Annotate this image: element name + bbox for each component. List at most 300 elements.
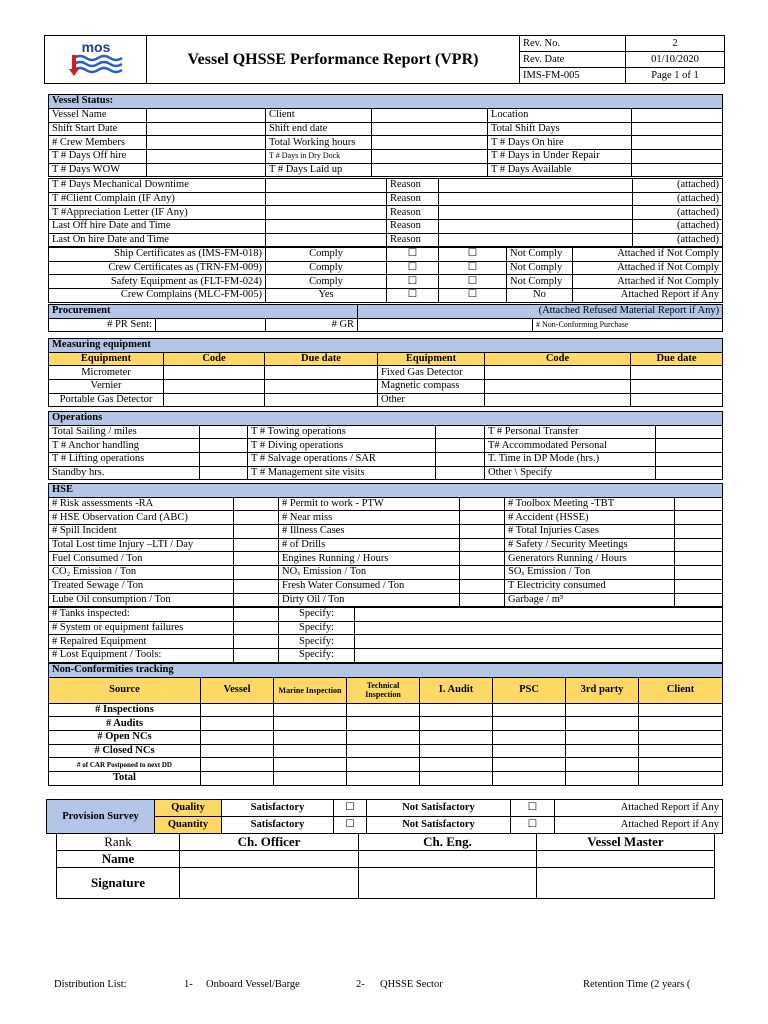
vessel-name-value[interactable] [147,109,266,123]
hse-label: Fresh Water Consumed / Ton [279,579,460,593]
cert-note: Attached Report if Any [573,289,723,303]
chief-engineer-name[interactable] [359,851,537,868]
ncr-cell[interactable] [274,758,347,772]
chief-officer-name[interactable] [180,851,359,868]
ncr-cell[interactable] [493,717,566,731]
value-cell[interactable] [656,466,723,480]
value-cell[interactable] [632,150,723,164]
attached-note: (attached) [633,206,723,220]
distribution-1: Onboard Vessel/Barge [206,979,300,990]
field-label: T # Days in Dry Dock [266,150,372,164]
no-checkbox[interactable]: ☐ [439,289,507,303]
code-cell[interactable] [164,393,265,407]
code-cell[interactable] [485,366,631,380]
ncr-cell[interactable] [201,717,274,731]
chief-engineer-label: Ch. Eng. [359,834,537,851]
reason-label: Last Off hire Date and Time [49,220,266,234]
value-cell[interactable] [147,136,266,150]
ncr-row-label: # Inspections [49,703,201,717]
value-cell[interactable] [436,453,485,467]
hse-label: Engines Running / Hours [279,552,460,566]
cert-label: Safety Equipment as (FLT-FM-024) [49,275,266,289]
value-cell[interactable] [200,453,248,467]
quantity-label: Quantity [155,817,222,834]
ncr-cell[interactable] [493,744,566,758]
measuring-table [48,338,723,407]
cert-note: Attached if Not Comply [573,275,723,289]
field-label: Shift end date [266,122,372,136]
ncr-row-label: # Closed NCs [49,744,201,758]
col-internal-audit: I. Audit [420,677,493,703]
ncr-cell[interactable] [639,744,723,758]
value-cell[interactable] [372,150,488,164]
attached-note: (attached) [633,192,723,206]
chief-officer-label: Ch. Officer [180,834,359,851]
ncr-table [48,663,723,786]
field-label: Vessel Name [49,109,147,123]
op-label: T # Management site visits [248,466,436,480]
hse-specify-grid [48,607,723,663]
reason-value[interactable] [439,206,633,220]
retention-time: Retention Time (2 years ( [583,979,691,990]
gr-label: # GR [266,318,358,332]
ncr-cell[interactable] [347,744,420,758]
ncr-row-label: # Audits [49,717,201,731]
value-cell[interactable] [675,538,723,552]
ncr-cell[interactable] [420,772,493,786]
value-cell[interactable] [234,566,279,580]
comply-label: Comply [266,261,387,275]
ncr-cell[interactable] [274,703,347,717]
ncr-cell[interactable] [420,758,493,772]
hse-label: # Toolbox Meeting -TBT [505,497,675,511]
satisfactory-checkbox[interactable]: ☐ [334,817,367,834]
value-cell[interactable] [266,233,387,247]
col-vessel: Vessel [201,677,274,703]
ncr-cell[interactable] [274,731,347,745]
reason-text: Reason [387,233,439,247]
value-cell[interactable] [234,525,279,539]
col-technical-inspection: Technical Inspection [347,677,420,703]
col-code: Code [485,352,631,366]
ncr-cell[interactable] [566,758,639,772]
ncr-cell[interactable] [420,731,493,745]
value-cell[interactable] [147,122,266,136]
value-cell[interactable] [234,649,279,663]
op-label: T. Time in DP Mode (hrs.) [485,453,656,467]
reason-value[interactable] [439,233,633,247]
logo-text: mos [81,38,110,55]
value-cell[interactable] [200,425,248,439]
field-label: Total Shift Days [488,122,632,136]
operations-table [48,411,723,480]
hse-label: # Tanks inspected: [49,608,234,622]
no-label: No [507,289,573,303]
gr-value[interactable] [358,318,533,332]
value-cell[interactable] [460,593,505,607]
cert-note: Attached if Not Comply [573,248,723,262]
attached-note: (attached) [633,220,723,234]
footer [0,979,768,993]
hse-label: # Repaired Equipment [49,635,234,649]
field-label: T # Days On hire [488,136,632,150]
satisfactory-checkbox[interactable]: ☐ [334,800,367,817]
reason-label: T #Client Complain (IF Any) [49,192,266,206]
due-date-cell[interactable] [265,380,378,394]
specify-value[interactable] [355,608,723,622]
reason-value[interactable] [439,179,633,193]
value-cell[interactable] [632,136,723,150]
measuring-title: Measuring equipment [49,339,723,353]
comply-checkbox[interactable]: ☐ [387,275,439,289]
reason-grid [48,178,723,247]
hse-label: T Electricity consumed [505,579,675,593]
not-satisfactory-label: Not Satisfactory [367,800,511,817]
value-cell[interactable] [460,552,505,566]
value-cell[interactable] [656,453,723,467]
hse-label: CO₂ Emission / Ton [49,566,234,580]
value-cell[interactable] [675,566,723,580]
hse-label: # Near miss [279,511,460,525]
vessel-status-table [48,94,723,109]
value-cell[interactable] [675,511,723,525]
rev-date: 01/10/2020 [626,52,725,68]
specify-value[interactable] [355,649,723,663]
ncr-cell[interactable] [347,703,420,717]
pr-sent-value[interactable] [156,318,266,332]
value-cell[interactable] [266,220,387,234]
page-number: Page 1 of 1 [626,68,725,84]
hse-label: Dirty Oil / Ton [279,593,460,607]
col-equipment: Equipment [378,352,485,366]
hse-label: # Safety / Security Meetings [505,538,675,552]
reason-text: Reason [387,220,439,234]
hse-label: Treated Sewage / Ton [49,579,234,593]
value-cell[interactable] [147,150,266,164]
ncr-cell[interactable] [347,758,420,772]
ncr-cell[interactable] [274,772,347,786]
ncr-cell[interactable] [201,703,274,717]
ncr-cell[interactable] [201,744,274,758]
signature-label: Signature [57,868,180,899]
value-cell[interactable] [460,497,505,511]
ncr-cell[interactable] [274,744,347,758]
header-table [44,35,725,84]
field-label: # Crew Members [49,136,147,150]
hse-label: # of Drills [279,538,460,552]
chief-officer-signature[interactable] [180,868,359,899]
ncr-cell[interactable] [347,772,420,786]
quality-label: Quality [155,800,222,817]
vessel-master-label: Vessel Master [537,834,715,851]
vessel-status-title: Vessel Status: [49,95,723,109]
attached-note: (attached) [633,179,723,193]
rank-label: Rank [57,834,180,851]
not-comply-checkbox[interactable]: ☐ [439,261,507,275]
op-label: T # Towing operations [248,425,436,439]
value-cell[interactable] [632,163,723,177]
specify-label: Specify: [279,621,355,635]
yes-label: Yes [266,289,387,303]
vessel-master-signature[interactable] [537,868,715,899]
hse-label: # Accident (HSSE) [505,511,675,525]
hse-label: # Permit to work - PTW [279,497,460,511]
value-cell[interactable] [234,552,279,566]
cert-label: Crew Complains (MLC-FM-005) [49,289,266,303]
due-date-cell[interactable] [265,366,378,380]
provision-table [46,799,723,834]
not-comply-checkbox[interactable]: ☐ [439,248,507,262]
value-cell[interactable] [234,511,279,525]
reason-label: T #Appreciation Letter (IF Any) [49,206,266,220]
equipment-name: Micrometer [49,366,164,380]
value-cell[interactable] [200,466,248,480]
reason-text: Reason [387,179,439,193]
hse-title: HSE [49,484,723,498]
col-source: Source [49,677,201,703]
vessel-status-grid [48,108,723,177]
value-cell[interactable] [234,497,279,511]
due-date-cell[interactable] [631,393,723,407]
ncr-cell[interactable] [274,717,347,731]
value-cell[interactable] [234,635,279,649]
hse-label: # Risk assessments -RA [49,497,234,511]
field-label: Location [488,109,632,123]
value-cell[interactable] [675,552,723,566]
distribution-label: Distribution List: [54,979,127,990]
specify-value[interactable] [355,635,723,649]
comply-label: Comply [266,275,387,289]
hse-label: # HSE Observation Card (ABC) [49,511,234,525]
value-cell[interactable] [372,163,488,177]
op-label: Total Sailing / miles [49,425,200,439]
op-label: T# Accommodated Personal [485,439,656,453]
reason-text: Reason [387,192,439,206]
col-equipment: Equipment [49,352,164,366]
ncr-cell[interactable] [201,731,274,745]
not-satisfactory-label: Not Satisfactory [367,817,511,834]
ncr-cell[interactable] [566,703,639,717]
field-label: T # Days Laid up [266,163,372,177]
distribution-2: QHSSE Sector [380,979,443,990]
value-cell[interactable] [200,439,248,453]
name-label: Name [57,851,180,868]
ncr-cell[interactable] [639,772,723,786]
value-cell[interactable] [234,579,279,593]
hse-label: NOₓ Emission / Ton [279,566,460,580]
not-satisfactory-checkbox[interactable]: ☐ [511,800,555,817]
ncr-cell[interactable] [566,731,639,745]
value-cell[interactable] [632,122,723,136]
value-cell[interactable] [147,163,266,177]
value-cell[interactable] [266,192,387,206]
op-label: T # Diving operations [248,439,436,453]
value-cell[interactable] [372,122,488,136]
ncr-cell[interactable] [420,703,493,717]
reason-label: T # Days Mechanical Downtime [49,179,266,193]
ncr-cell[interactable] [493,703,566,717]
attached-report-note: Attached Report if Any [555,817,723,834]
ncr-row-label: # of CAR Postponed to next DD [49,758,201,772]
field-label: Shift Start Date [49,122,147,136]
provision-title: Provision Survey [47,800,155,834]
distribution-2-number: 2- [356,979,365,990]
rev-no-label: Rev. No. [520,36,626,52]
field-label: T # Days in Under Repair [488,150,632,164]
ncr-cell[interactable] [639,758,723,772]
hse-label: Lube Oil consumption / Ton [49,593,234,607]
due-date-cell[interactable] [631,380,723,394]
code-cell[interactable] [485,380,631,394]
ncr-cell[interactable] [566,772,639,786]
value-cell[interactable] [234,608,279,622]
value-cell[interactable] [266,206,387,220]
value-cell[interactable] [234,538,279,552]
comply-label: Comply [266,248,387,262]
hse-label: # Illness Cases [279,525,460,539]
hse-label: # Total Injuries Cases [505,525,675,539]
ncr-row-label: Total [49,772,201,786]
ncr-cell[interactable] [493,772,566,786]
hse-label: # System or equipment failures [49,621,234,635]
value-cell[interactable] [675,579,723,593]
op-label: T # Personal Transfer [485,425,656,439]
op-label: T # Salvage operations / SAR [248,453,436,467]
field-label: T # Days Off hire [49,150,147,164]
pr-sent-label: # PR Sent: [49,318,156,332]
hse-label: Garbage / m³ [505,593,675,607]
ncr-cell[interactable] [639,703,723,717]
ncr-cell[interactable] [347,731,420,745]
comply-checkbox[interactable]: ☐ [387,261,439,275]
vessel-master-name[interactable] [537,851,715,868]
ncr-row-label: # Open NCs [49,731,201,745]
ncr-cell[interactable] [420,717,493,731]
distribution-1-number: 1- [184,979,193,990]
field-label: T # Days WOW [49,163,147,177]
hse-label: # Spill Incident [49,525,234,539]
ncr-title: Non-Conformities tracking [49,664,723,678]
reason-label: Last On hire Date and Time [49,233,266,247]
specify-value[interactable] [355,621,723,635]
ncr-cell[interactable] [493,758,566,772]
code-cell[interactable] [164,366,265,380]
value-cell[interactable] [436,466,485,480]
not-comply-label: Not Comply [507,261,573,275]
mos-logo-icon [66,39,126,81]
col-psc: PSC [493,677,566,703]
ncr-cell[interactable] [566,717,639,731]
ncr-cell[interactable] [566,744,639,758]
due-date-cell[interactable] [631,366,723,380]
chief-engineer-signature[interactable] [359,868,537,899]
report-title: Vessel QHSSE Performance Report (VPR) [147,36,520,84]
cert-note: Attached if Not Comply [573,261,723,275]
value-cell[interactable] [460,525,505,539]
value-cell[interactable] [266,179,387,193]
specify-label: Specify: [279,635,355,649]
col-due-date: Due date [265,352,378,366]
signature-table [56,833,715,899]
reason-value[interactable] [439,220,633,234]
value-cell[interactable] [372,136,488,150]
cert-label: Ship Certificates as (IMS-FM-018) [49,248,266,262]
not-comply-checkbox[interactable]: ☐ [439,275,507,289]
reason-value[interactable] [439,192,633,206]
value-cell[interactable] [675,525,723,539]
ncr-cell[interactable] [201,772,274,786]
ncr-cell[interactable] [639,731,723,745]
value-cell[interactable] [436,425,485,439]
value-cell[interactable] [436,439,485,453]
rev-date-label: Rev. Date [520,52,626,68]
ncr-cell[interactable] [420,744,493,758]
hse-label: Total Lost time Injury –LTI / Day [49,538,234,552]
due-date-cell[interactable] [265,393,378,407]
value-cell[interactable] [675,497,723,511]
value-cell[interactable] [460,511,505,525]
value-cell[interactable] [234,621,279,635]
op-label: T # Anchor handling [49,439,200,453]
hse-label: Generators Running / Hours [505,552,675,566]
ncr-cell[interactable] [347,717,420,731]
code-cell[interactable] [485,393,631,407]
specify-label: Specify: [279,649,355,663]
rev-no: 2 [626,36,725,52]
form-code: IMS-FM-005 [520,68,626,84]
value-cell[interactable] [656,425,723,439]
hse-label: # Lost Equipment / Tools: [49,649,234,663]
certificates-grid [48,247,723,303]
field-label: T # Days Available [488,163,632,177]
ncr-cell[interactable] [493,731,566,745]
col-marine-inspection: Marine Inspection [274,677,347,703]
field-label: Client [266,109,372,123]
comply-checkbox[interactable]: ☐ [387,248,439,262]
value-cell[interactable] [460,579,505,593]
hse-label: SOₓ Emission / Ton [505,566,675,580]
ncp-label: # Non-Conforming Purchase [533,318,723,332]
equipment-name: Vernier [49,380,164,394]
attached-report-note: Attached Report if Any [555,800,723,817]
hse-label: Fuel Consumed / Ton [49,552,234,566]
location-value[interactable] [632,109,723,123]
yes-checkbox[interactable]: ☐ [387,289,439,303]
equipment-name: Fixed Gas Detector [378,366,485,380]
col-due-date: Due date [631,352,723,366]
attached-note: (attached) [633,233,723,247]
value-cell[interactable] [656,439,723,453]
not-satisfactory-checkbox[interactable]: ☐ [511,817,555,834]
value-cell[interactable] [460,566,505,580]
value-cell[interactable] [675,593,723,607]
code-cell[interactable] [164,380,265,394]
col-code: Code [164,352,265,366]
op-label: Standby hrs. [49,466,200,480]
equipment-name: Magnetic compass [378,380,485,394]
logo [45,36,147,84]
operations-title: Operations [49,412,723,426]
equipment-name: Portable Gas Detector [49,393,164,407]
equipment-name: Other [378,393,485,407]
not-comply-label: Not Comply [507,248,573,262]
ncr-cell[interactable] [639,717,723,731]
hse-table [48,483,723,607]
client-value[interactable] [372,109,488,123]
value-cell[interactable] [234,593,279,607]
value-cell[interactable] [460,538,505,552]
ncr-cell[interactable] [201,758,274,772]
